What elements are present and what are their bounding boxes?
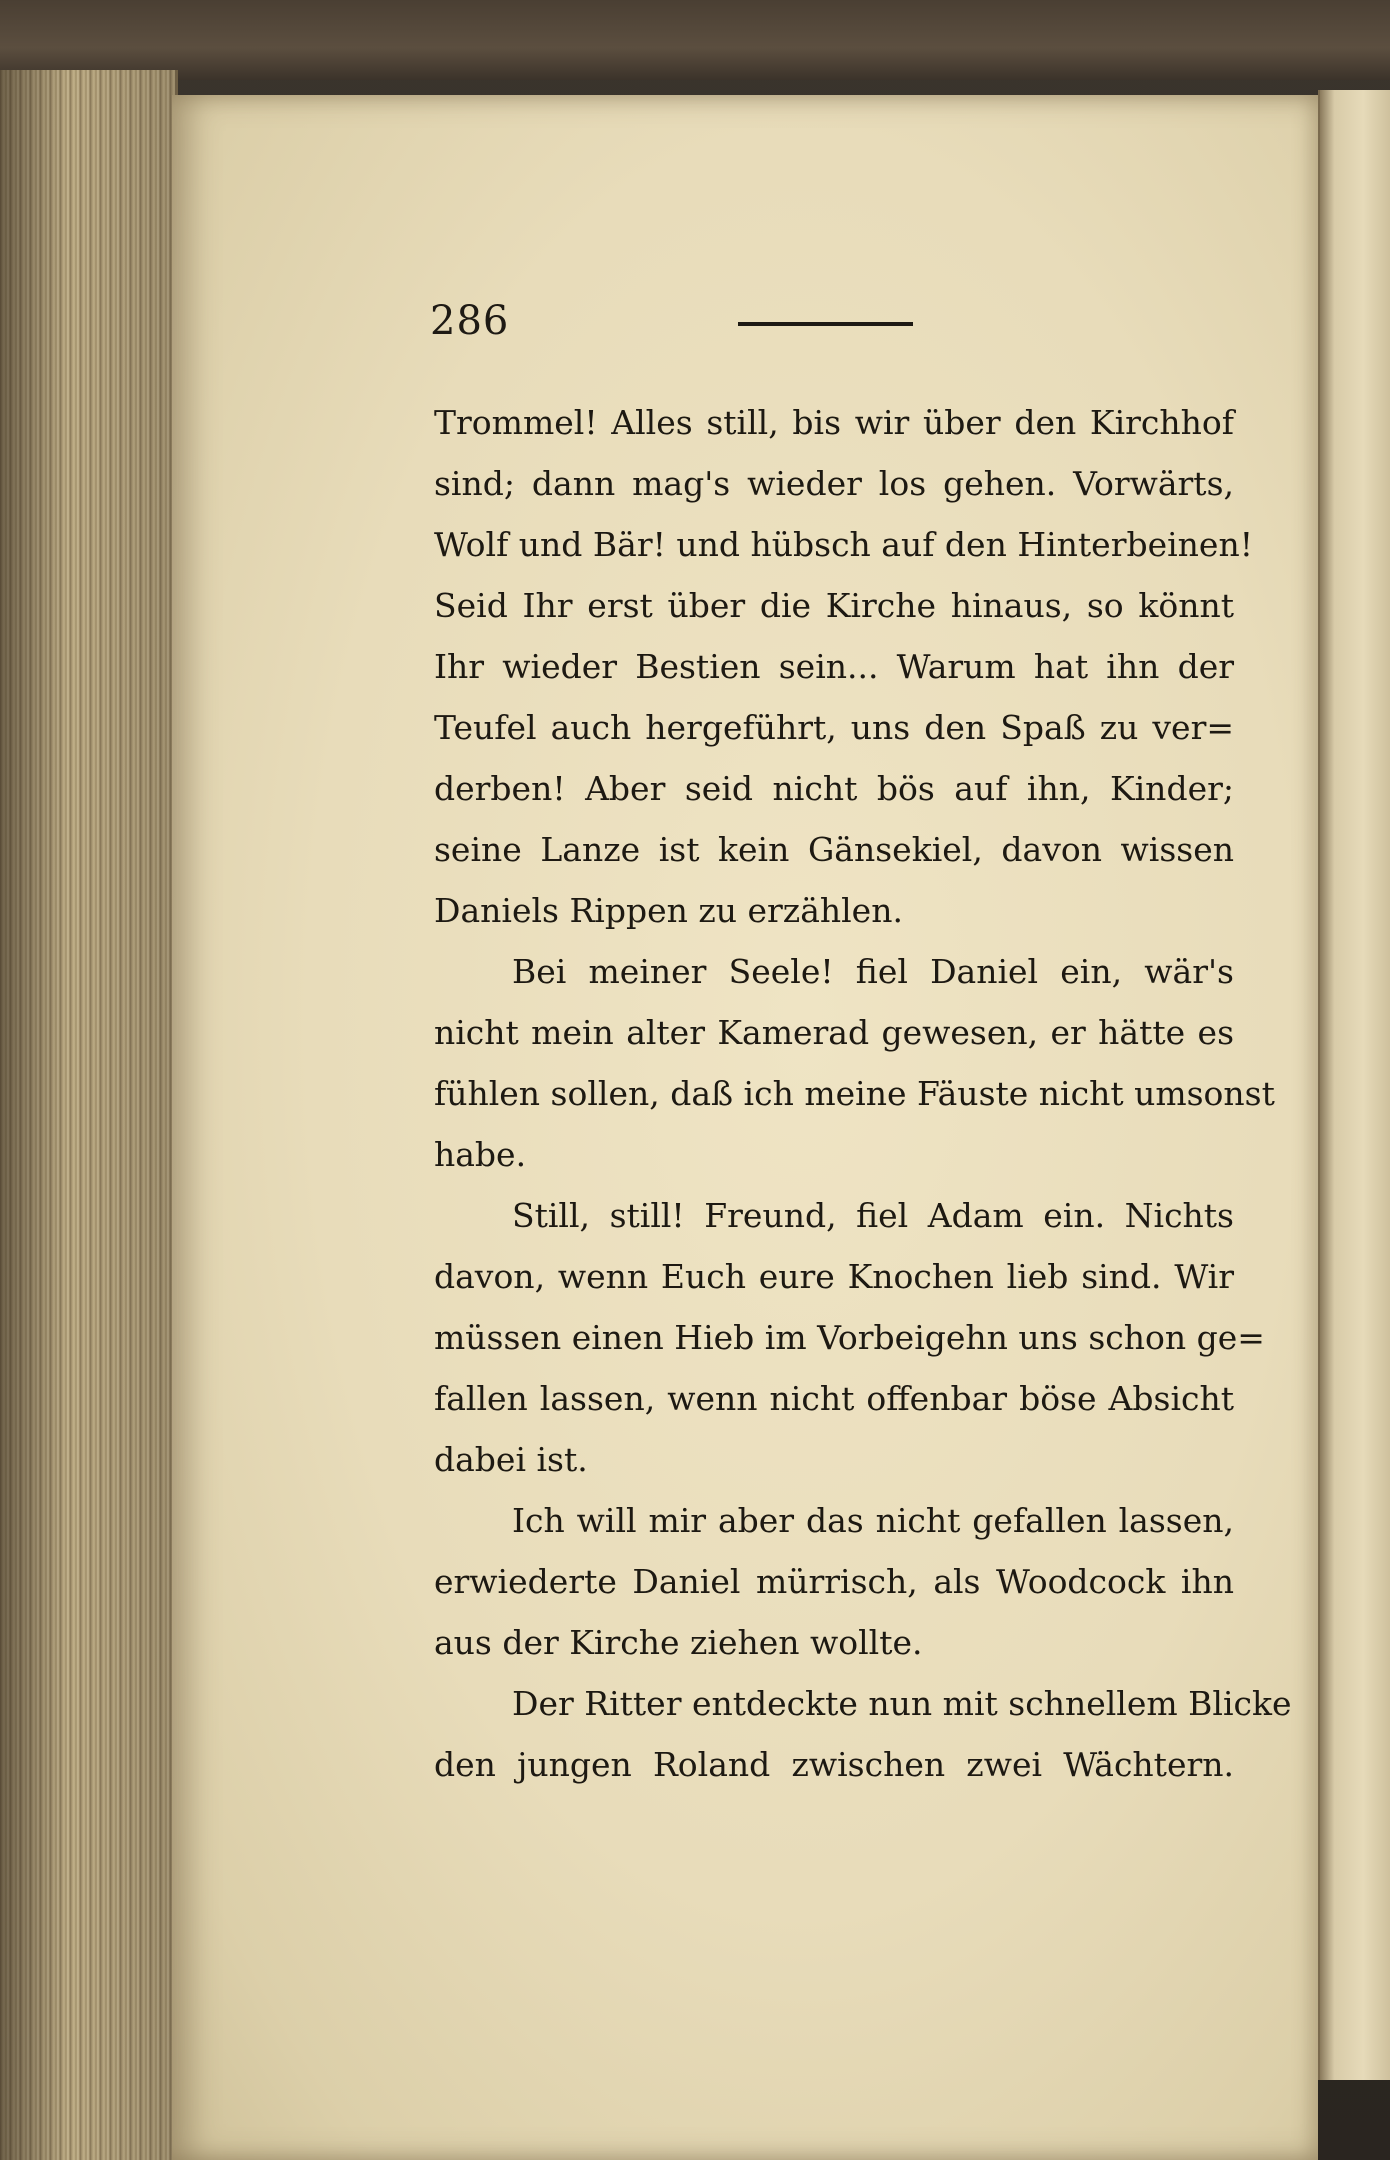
text-line: Wolf und Bär! und hübsch auf den Hinterbeinen! <box>434 525 1253 564</box>
text-line: Der Ritter entdeckte nun mit schnellem Blicke <box>512 1684 1292 1723</box>
text-line: müssen einen Hieb im Vorbeigehn uns schon ge= <box>434 1318 1265 1357</box>
text-line: davon, wenn Euch eure Knochen lieb sind. Wir <box>434 1257 1234 1296</box>
text-line: habe. <box>434 1135 527 1174</box>
text-line: Bei meiner Seele! fiel Daniel ein, wär's <box>512 952 1234 991</box>
text-line: erwiederte Daniel mürrisch, als Woodcock ihn <box>434 1562 1234 1601</box>
text-line: fallen lassen, wenn nicht offenbar böse Absicht <box>434 1379 1234 1418</box>
text-line: Trommel! Alles still, bis wir über den Kirchhof <box>434 403 1234 442</box>
book-cover-top <box>0 0 1390 80</box>
text-line: den jungen Roland zwischen zwei Wächtern. <box>434 1745 1234 1784</box>
page-edges <box>0 70 178 2160</box>
facing-page-edge <box>1318 90 1390 2080</box>
text-line: Ich will mir aber das nicht gefallen lassen, <box>512 1501 1234 1540</box>
page-number: 286 <box>430 298 510 344</box>
text-line: fühlen sollen, daß ich meine Fäuste nicht umsonst <box>434 1074 1275 1113</box>
text-line: aus der Kirche ziehen wollte. <box>434 1623 923 1662</box>
page-text <box>434 392 1292 1795</box>
text-line: Daniels Rippen zu erzählen. <box>434 891 903 930</box>
text-line: Still, still! Freund, fiel Adam ein. Nichts <box>512 1196 1234 1235</box>
text-line: Teufel auch hergeführt, uns den Spaß zu ver= <box>434 708 1234 747</box>
text-line: nicht mein alter Kamerad gewesen, er hätte es <box>434 1013 1234 1052</box>
text-line: derben! Aber seid nicht bös auf ihn, Kinder; <box>434 769 1234 808</box>
text-line: Seid Ihr erst über die Kirche hinaus, so könnt <box>434 586 1234 625</box>
text-line: Ihr wieder Bestien sein... Warum hat ihn der <box>434 647 1234 686</box>
text-line: dabei ist. <box>434 1440 588 1479</box>
text-line: sind; dann mag's wieder los gehen. Vorwärts, <box>434 464 1234 503</box>
header-rule <box>738 322 913 326</box>
text-line: seine Lanze ist kein Gänsekiel, davon wissen <box>434 830 1234 869</box>
